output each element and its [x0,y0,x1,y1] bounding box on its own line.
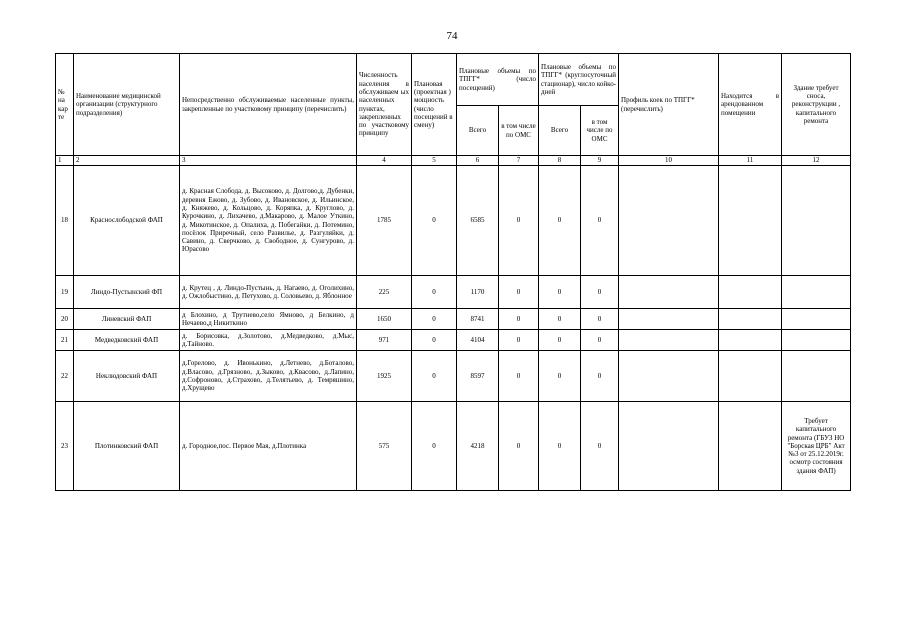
population: 1650 [357,309,412,330]
beds-total: 0 [539,351,581,402]
population: 225 [357,276,412,309]
header-rented: Находится в арендованном помещении [719,54,782,156]
bed-profile [619,276,719,309]
column-number: 6 [457,156,499,166]
facility-name: Неклюдовский ФАП [74,351,180,402]
visits-total: 4104 [457,330,499,351]
facility-name: Плотинковский ФАП [74,402,180,491]
beds-total: 0 [539,309,581,330]
column-number: 9 [581,156,619,166]
table-row [56,330,851,351]
rented [719,166,782,276]
header-beds-total: Всего [539,106,581,156]
capacity: 0 [412,166,457,276]
bed-profile [619,330,719,351]
settlements-list: д.Горелово, д. Ивонькино, д.Летнево, д.Боталово, д.Власово, д.Грязново, д.Зыково, д.Квасово, д.Лапино, д.Софроново, д.Страхово, д.Телятьево, д. Темряшино, д.Хрущево [180,351,357,402]
rented [719,309,782,330]
settlements-list: д. Красная Слобода, д. Высоково, д. Долгово,д. Дубенки, деревня Ежово, д. Зубово, д. Ивановское, д. Ильинское, д. Княжево, д. Кольцово, д. Коряпка, д. Круглово, д. Курочкино, д. Лихачево, д.Макарово, д. Малое Уткино, д. Микотинское, д. Опалиха, д. Побегайки, д. Потемино, посёлок Приречный, село Развилье, д. Разгуляйки, д. Савино, д. Сверчково, д. Свободное, д. Сунгурово, д. Юрасово [180,166,357,276]
header-name: Наименование медицинской организации (структурного подразделения) [74,54,180,156]
rented [719,276,782,309]
repair-status [782,309,851,330]
bed-profile [619,351,719,402]
column-number: 3 [180,156,357,166]
column-number: 4 [357,156,412,166]
column-number: 11 [719,156,782,166]
bed-profile [619,166,719,276]
repair-status: Требует капитального ремонта (ГБУЗ НО "Борская ЦРБ" Акт №3 от 25.12.2019г. осмотр состояния здания ФАП) [782,402,851,491]
capacity: 0 [412,276,457,309]
header-beds-oms: в том числе по ОМС [581,106,619,156]
header-visits-total: Всего [457,106,499,156]
visits-oms: 0 [499,276,539,309]
table-row [56,351,851,402]
table-row [56,309,851,330]
header-repair: Здание требует сноса, реконструкции , капитального ремонта [782,54,851,156]
row-number: 18 [56,166,74,276]
settlements-list: д. Борисовка, д.Золотово, д.Медведково, д.Мыс, д.Тайново. [180,330,357,351]
visits-total: 8741 [457,309,499,330]
header-num: № на кар те [56,54,74,156]
capacity: 0 [412,351,457,402]
row-number: 21 [56,330,74,351]
rented [719,330,782,351]
header-visits-group: Плановые объемы по ТПГГ* (число посещений) [457,54,539,106]
beds-total: 0 [539,402,581,491]
row-number: 22 [56,351,74,402]
header-settlements: Непосредственно обслуживаемые населенные пункты, закрепленные по участковому принципу (перечислить) [180,54,357,156]
repair-status [782,351,851,402]
column-number: 10 [619,156,719,166]
repair-status [782,276,851,309]
bed-profile [619,309,719,330]
row-number: 19 [56,276,74,309]
capacity: 0 [412,402,457,491]
settlements-list: д Блохино, д Трутнево,село Ямново, д Белкино, д Нечаево,д Никиткино [180,309,357,330]
facility-name: Краснослободской ФАП [74,166,180,276]
repair-status [782,330,851,351]
beds-total: 0 [539,276,581,309]
column-number: 12 [782,156,851,166]
column-number: 5 [412,156,457,166]
bed-profile [619,402,719,491]
population: 1925 [357,351,412,402]
visits-oms: 0 [499,351,539,402]
header-population: Численность населения в обслуживаем ых населенных пунктах, закрепленных по участковому принципу [357,54,412,156]
header-capacity: Плановая (проектная ) мощность (число посещений в смену) [412,54,457,156]
column-number: 1 [56,156,74,166]
beds-oms: 0 [581,166,619,276]
visits-oms: 0 [499,330,539,351]
capacity: 0 [412,330,457,351]
population: 1785 [357,166,412,276]
beds-oms: 0 [581,351,619,402]
beds-oms: 0 [581,276,619,309]
column-number: 7 [499,156,539,166]
row-number: 23 [56,402,74,491]
column-number: 8 [539,156,581,166]
visits-oms: 0 [499,309,539,330]
facility-name: Линдо-Пустынский ФП [74,276,180,309]
beds-total: 0 [539,166,581,276]
table-row [56,166,851,276]
rented [719,402,782,491]
population: 575 [357,402,412,491]
capacity: 0 [412,309,457,330]
facility-name: Линевский ФАП [74,309,180,330]
facilities-table [55,53,851,491]
repair-status [782,166,851,276]
header-beds-group: Плановые объемы по ТПГГ* (круглосуточный стационар), число койко-дней [539,54,619,106]
header-visits-oms: в том числе по ОМС [499,106,539,156]
page-number: 74 [446,30,458,42]
visits-total: 1170 [457,276,499,309]
visits-total: 6585 [457,166,499,276]
settlements-list: д. Крутец , д. Линдо-Пустынь, д. Нагаево, д. Оголихино, д. Ожлобыстино, д. Петухово, д. Соловьево, д. Яблонное [180,276,357,309]
table-row [56,276,851,309]
table-row [56,402,851,491]
visits-total: 8597 [457,351,499,402]
rented [719,351,782,402]
column-numbers-row [56,156,851,166]
beds-oms: 0 [581,402,619,491]
row-number: 20 [56,309,74,330]
population: 971 [357,330,412,351]
beds-oms: 0 [581,309,619,330]
header-bed-profile: Профиль коек по ТПГГ* (перечислить) [619,54,719,156]
column-number: 2 [74,156,180,166]
facility-name: Медведковский ФАП [74,330,180,351]
visits-oms: 0 [499,402,539,491]
beds-total: 0 [539,330,581,351]
visits-total: 4218 [457,402,499,491]
visits-oms: 0 [499,166,539,276]
settlements-list: д. Городное,пос. Первое Мая, д.Плотинка [180,402,357,491]
beds-oms: 0 [581,330,619,351]
